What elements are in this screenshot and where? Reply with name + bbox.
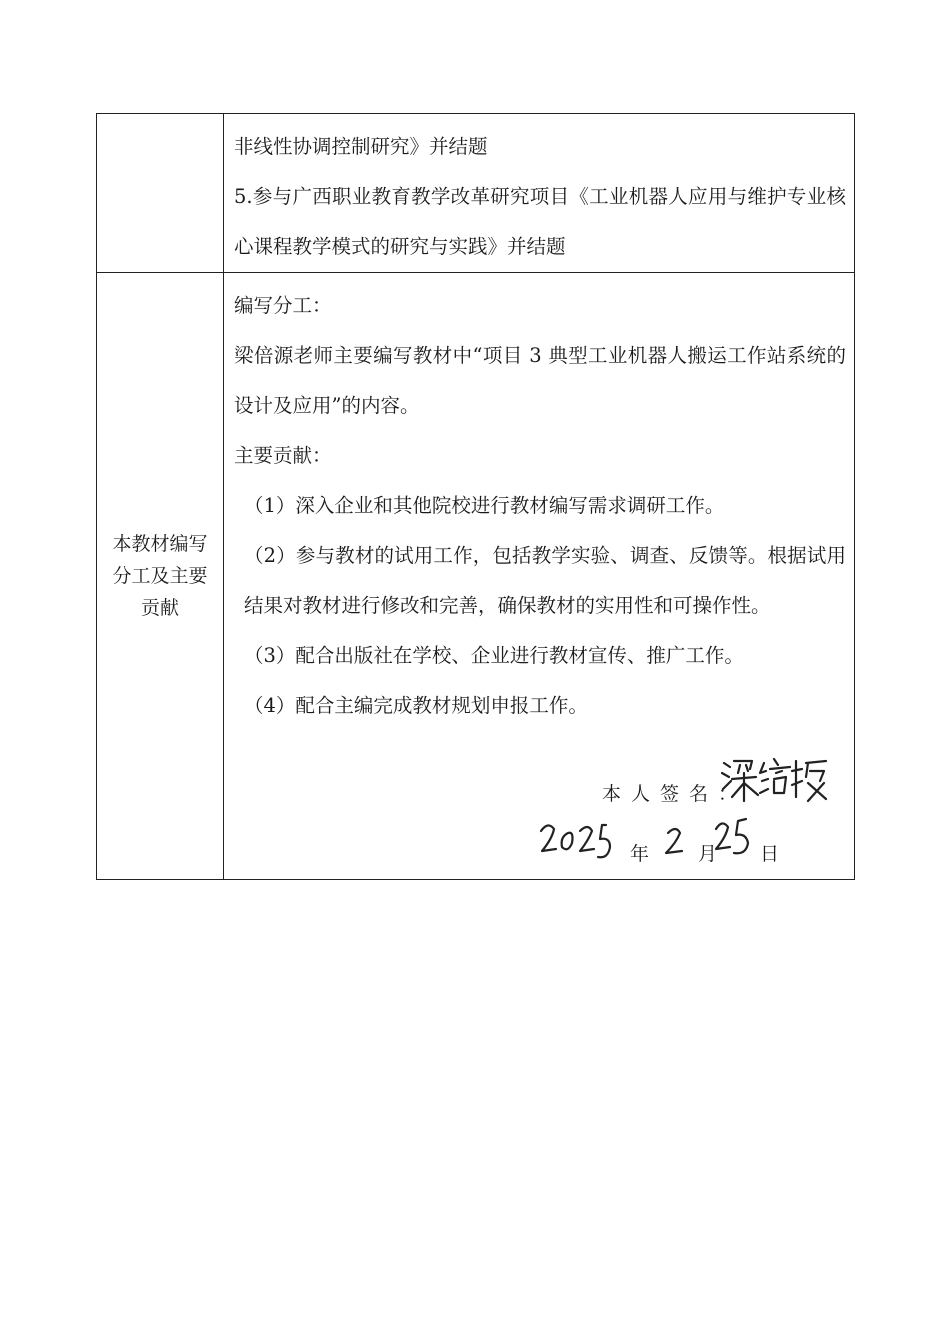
signature-block <box>538 753 838 873</box>
previous-projects-cell <box>224 114 855 273</box>
division-heading: 编写分工： <box>234 294 332 317</box>
project-line: 非线性协调控制研究》并结题 <box>234 135 488 158</box>
year-unit: 年 <box>630 843 650 865</box>
project-line: 5.参与广西职业教育教学改革研究项目《工业机器人应用与维护专业核心课程教学模式的研究与实践》并结题 <box>234 185 846 258</box>
handwritten-day <box>714 815 754 859</box>
handwritten-month <box>662 823 690 859</box>
row-label-empty <box>97 114 224 273</box>
day-unit: 日 <box>760 843 780 865</box>
contribution-item: （3）配合出版社在学校、企业进行教材宣传、推广工作。 <box>244 644 744 667</box>
application-form-table <box>96 113 855 880</box>
contribution-item: （1）深入企业和其他院校进行教材编写需求调研工作。 <box>244 494 725 517</box>
table-row <box>97 273 855 880</box>
contribution-item: （2）参与教材的试用工作，包括教学实验、调查、反馈等。根据试用结果对教材进行修改和完善，确保教材的实用性和可操作性。 <box>244 544 846 617</box>
handwritten-signature <box>720 753 830 805</box>
date-line <box>538 813 838 869</box>
division-label: 本教材编写分工及主要贡献 <box>112 533 208 619</box>
division-label-cell <box>97 273 224 880</box>
contribution-heading: 主要贡献： <box>234 444 332 467</box>
table-row <box>97 114 855 273</box>
handwritten-year <box>538 817 618 865</box>
contribution-item: （4）配合主编完成教材规划申报工作。 <box>244 694 588 717</box>
division-content-cell <box>224 273 855 880</box>
division-text: 梁倍源老师主要编写教材中“项目 3 典型工业机器人搬运工作站系统的设计及应用”的内容。 <box>234 344 846 417</box>
month-unit: 月 <box>698 843 718 865</box>
signature-label: 本人签名： <box>602 783 748 805</box>
